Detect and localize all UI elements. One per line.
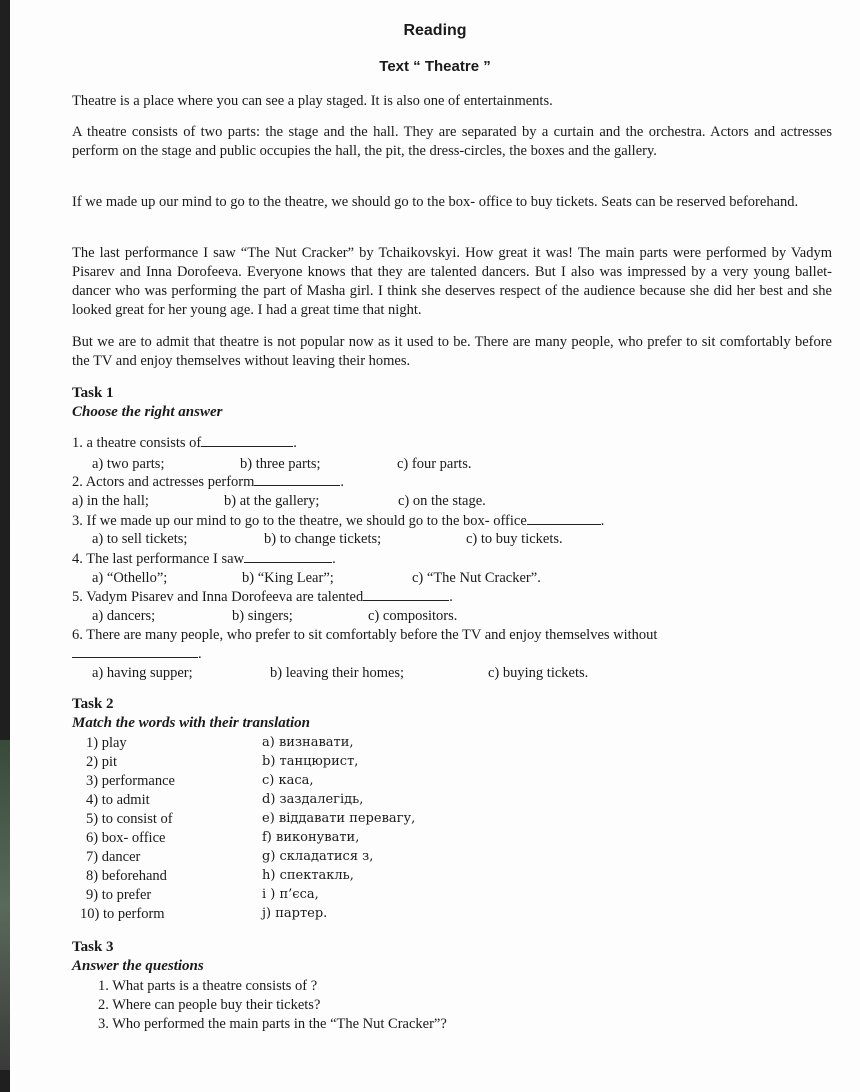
task1-q4-option-b: b) “King Lear”; — [242, 570, 334, 586]
match-word: 9) to prefer — [86, 887, 152, 903]
left-edge-background — [0, 740, 10, 1070]
match-translation: b) танцюрист, — [262, 754, 359, 769]
task1-q2 — [72, 473, 344, 491]
task1-q1-option-b: b) three parts; — [240, 456, 321, 472]
question-stem: 4. The last performance I saw — [72, 551, 245, 567]
question-stem: 3. If we made up our mind to go to the theatre, we should go to the box- office — [72, 513, 527, 529]
task1-q5-option-a: a) dancers; — [92, 608, 156, 624]
answer-blank — [363, 588, 449, 601]
match-translation: g) складатися з, — [262, 849, 374, 864]
task1-q5 — [72, 588, 453, 606]
task3-question-3: 3. Who performed the main parts in the “The Nut Cracker”? — [98, 1016, 447, 1032]
task3-instruction: Answer the questions — [72, 958, 204, 974]
task1-q4 — [72, 550, 336, 568]
task1-q1-option-a: a) two parts; — [92, 456, 165, 472]
question-end: . — [340, 474, 345, 490]
task1-q3-option-b: b) to change tickets; — [264, 531, 382, 547]
answer-blank — [254, 473, 340, 486]
match-word: 6) box- office — [86, 830, 166, 846]
match-translation: f) виконувати, — [262, 830, 360, 845]
match-word: 5) to consist of — [86, 811, 173, 827]
match-translation: h) спектакль, — [262, 868, 354, 883]
paragraph-3: If we made up our mind to go to the theatre, we should go to the box- office to buy tickets. Seats can be reserved beforehand. — [72, 194, 799, 210]
match-word: 4) to admit — [86, 792, 150, 808]
task1-q2-option-a: a) in the hall; — [72, 493, 149, 509]
paragraph-2: A theatre consists of two parts: the stage and the hall. They are separated by a curtain and the orchestra. Actors and actresses perform on the stage and public occupies the hall, the pit, the dress-circles, the boxes and the gallery. — [72, 124, 832, 159]
task1-q3-option-c: c) to buy tickets. — [466, 531, 563, 547]
question-stem: 5. Vadym Pisarev and Inna Dorofeeva are talented — [72, 589, 364, 605]
task1-q6-option-c: c) buying tickets. — [488, 665, 589, 681]
paragraph-1: Theatre is a place where you can see a play staged. It is also one of entertainments. — [72, 93, 553, 109]
task1-q2-option-c: c) on the stage. — [398, 493, 486, 509]
match-translation: i ) п’єса, — [262, 887, 319, 902]
question-end: . — [198, 646, 202, 662]
question-end: . — [600, 513, 605, 529]
match-word: 3) performance — [86, 773, 175, 789]
task3-title: Task 3 — [72, 939, 114, 955]
match-word: 1) play — [86, 735, 127, 751]
task1-q6-option-a: a) having supper; — [92, 665, 193, 681]
answer-blank — [244, 550, 332, 563]
match-translation: j) партер. — [262, 906, 328, 921]
task3-question-1: 1. What parts is a theatre consists of ? — [98, 978, 318, 994]
paragraph-4: The last performance I saw “The Nut Cracker” by Tchaikovskyi. How great it was! The main parts were performed by Vadym Pisarev and Inna Dorofeeva. Everyone knows that they are talented dancers. But I also was impressed by a very young ballet-dancer who was performing the part of Masha girl. I think she deserves respect of the audience because she did her best and she looked great for her young age. I had a great time that night. — [72, 245, 832, 318]
answer-blank — [527, 512, 601, 525]
task2-title: Task 2 — [72, 696, 114, 712]
task1-title: Task 1 — [72, 385, 114, 401]
task1-q1 — [72, 434, 297, 452]
task1-q6-option-b: b) leaving their homes; — [270, 665, 405, 681]
task2-instruction: Match the words with their translation — [72, 715, 310, 731]
question-end: . — [332, 551, 336, 567]
page-title: Reading — [403, 22, 467, 39]
task1-q4-option-a: a) “Othello”; — [92, 570, 168, 586]
match-word: 10) to perform — [80, 906, 165, 922]
answer-blank — [201, 434, 293, 447]
task1-q1-option-c: c) four parts. — [397, 456, 472, 472]
question-end: . — [449, 589, 453, 605]
match-translation: e) віддавати перевагу, — [262, 811, 416, 826]
task1-q4-option-c: c) “The Nut Cracker”. — [412, 570, 541, 586]
task1-q5-option-c: c) compositors. — [368, 608, 458, 624]
question-stem: 2. Actors and actresses perform — [72, 474, 255, 490]
document-page — [10, 0, 860, 1092]
match-word: 2) pit — [86, 754, 118, 770]
answer-blank — [72, 645, 198, 658]
match-translation: a) визнавати, — [262, 735, 354, 750]
match-translation: c) каса, — [262, 773, 314, 788]
task1-q5-option-b: b) singers; — [232, 608, 293, 624]
left-edge-dark — [0, 0, 10, 520]
match-translation: d) заздалегідь, — [262, 792, 364, 807]
task1-q3 — [72, 512, 604, 530]
text-title: Text “ Theatre ” — [379, 58, 491, 75]
match-word: 8) beforehand — [86, 868, 167, 884]
paragraph-5: But we are to admit that theatre is not popular now as it used to be. There are many people, who prefer to sit comfortably before the TV and enjoy themselves without leaving their homes. — [72, 334, 832, 369]
task1-q3-option-a: a) to sell tickets; — [92, 531, 188, 547]
task1-q2-option-b: b) at the gallery; — [224, 493, 320, 509]
task1-q6: 6. There are many people, who prefer to sit comfortably before the TV and enjoy themselves without — [72, 627, 658, 643]
question-end: . — [293, 435, 297, 451]
question-stem: 1. a theatre consists of — [72, 435, 202, 451]
task1-instruction: Choose the right answer — [72, 404, 223, 420]
task1-q6-blank-line — [72, 645, 202, 663]
match-word: 7) dancer — [86, 849, 141, 865]
task3-question-2: 2. Where can people buy their tickets? — [98, 997, 321, 1013]
